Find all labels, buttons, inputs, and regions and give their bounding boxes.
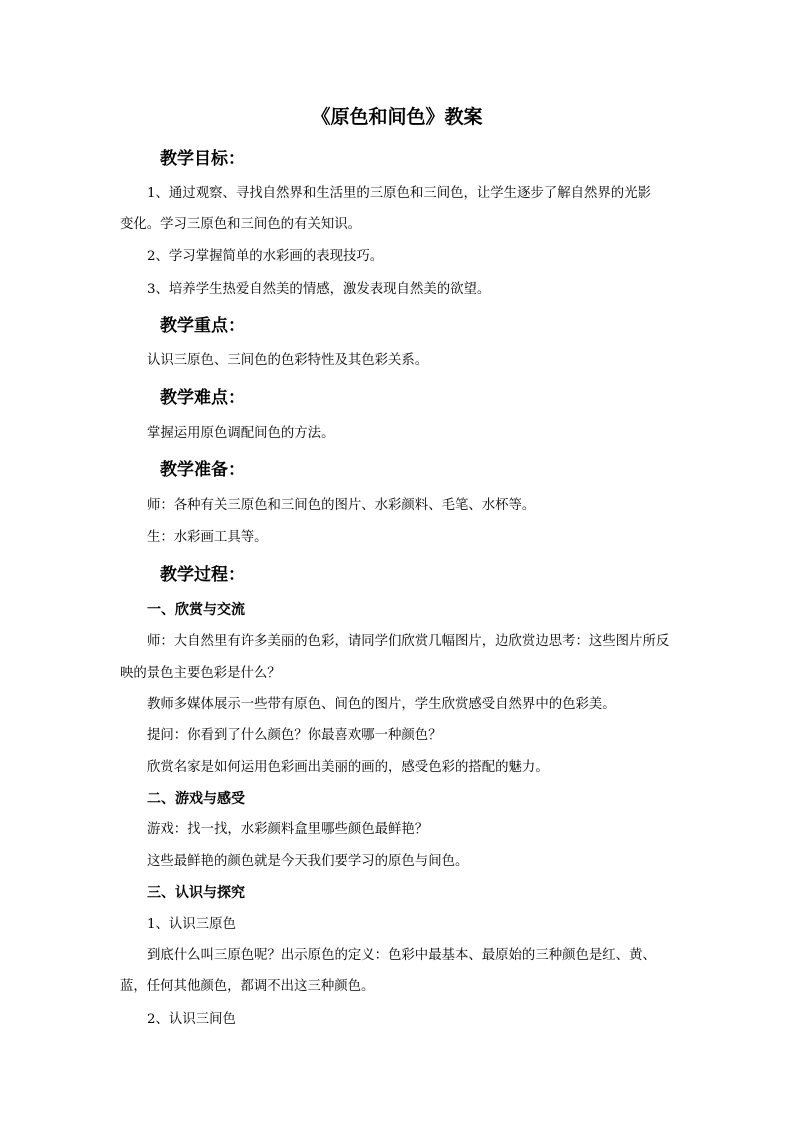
part3-sub2: 2、认识三间色 [147, 1012, 236, 1027]
prep-student: 生：水彩画工具等。 [147, 530, 268, 545]
key-heading: 教学重点： [160, 316, 245, 336]
difficulty-text: 掌握运用原色调配间色的方法。 [147, 426, 335, 441]
part2-line-2: 这些最鲜艳的颜色就是今天我们要学习的原色与间色。 [147, 854, 469, 869]
difficulty-heading: 教学难点： [160, 388, 245, 408]
part3-line-1: 到底什么叫三原色呢？出示原色的定义：色彩中最基本、最原始的三种颜色是红、黄、 [147, 948, 656, 963]
goals-item-1: 1、通过观察、寻找自然界和生活里的三原色和三间色，让学生逐步了解自然界的光影 [147, 186, 651, 201]
prep-teacher: 师：各种有关三原色和三间色的图片、水彩颜料、毛笔、水杯等。 [147, 498, 536, 513]
part3-heading: 三、认识与探究 [147, 885, 245, 901]
goals-item-1-cont: 变化。学习三原色和三间色的有关知识。 [120, 217, 362, 232]
key-text: 认识三原色、三间色的色彩特性及其色彩关系。 [147, 353, 429, 368]
document-title: 《原色和间色》教案 [311, 106, 483, 128]
part1-line-1: 师：大自然里有许多美丽的色彩，请同学们欣赏几幅图片，边欣赏边思考：这些图片所反 [147, 634, 670, 649]
part3-line-2: 蓝，任何其他颜色，都调不出这三种颜色。 [120, 979, 375, 994]
part3-sub1: 1、认识三原色 [147, 917, 236, 932]
goals-item-3: 3、培养学生热爱自然美的情感，激发表现自然美的欲望。 [147, 282, 491, 297]
goals-item-2: 2、学习掌握简单的水彩画的表现技巧。 [147, 249, 384, 264]
part1-line-2: 映的景色主要色彩是什么？ [120, 666, 281, 681]
part1-heading: 一、欣赏与交流 [147, 602, 245, 618]
process-heading: 教学过程： [160, 565, 245, 585]
part1-line-4: 提问：你看到了什么颜色？你最喜欢哪一种颜色？ [147, 728, 442, 743]
part2-line-1: 游戏：找一找，水彩颜料盒里哪些颜色最鲜艳？ [147, 822, 429, 837]
part1-line-5: 欣赏名家是如何运用色彩画出美丽的画的，感受色彩的搭配的魅力。 [147, 760, 549, 775]
prep-heading: 教学准备： [160, 460, 245, 480]
goals-heading: 教学目标： [160, 149, 245, 169]
part1-line-3: 教师多媒体展示一些带有原色、间色的图片，学生欣赏感受自然界中的色彩美。 [147, 697, 616, 712]
part2-heading: 二、游戏与感受 [147, 791, 245, 807]
